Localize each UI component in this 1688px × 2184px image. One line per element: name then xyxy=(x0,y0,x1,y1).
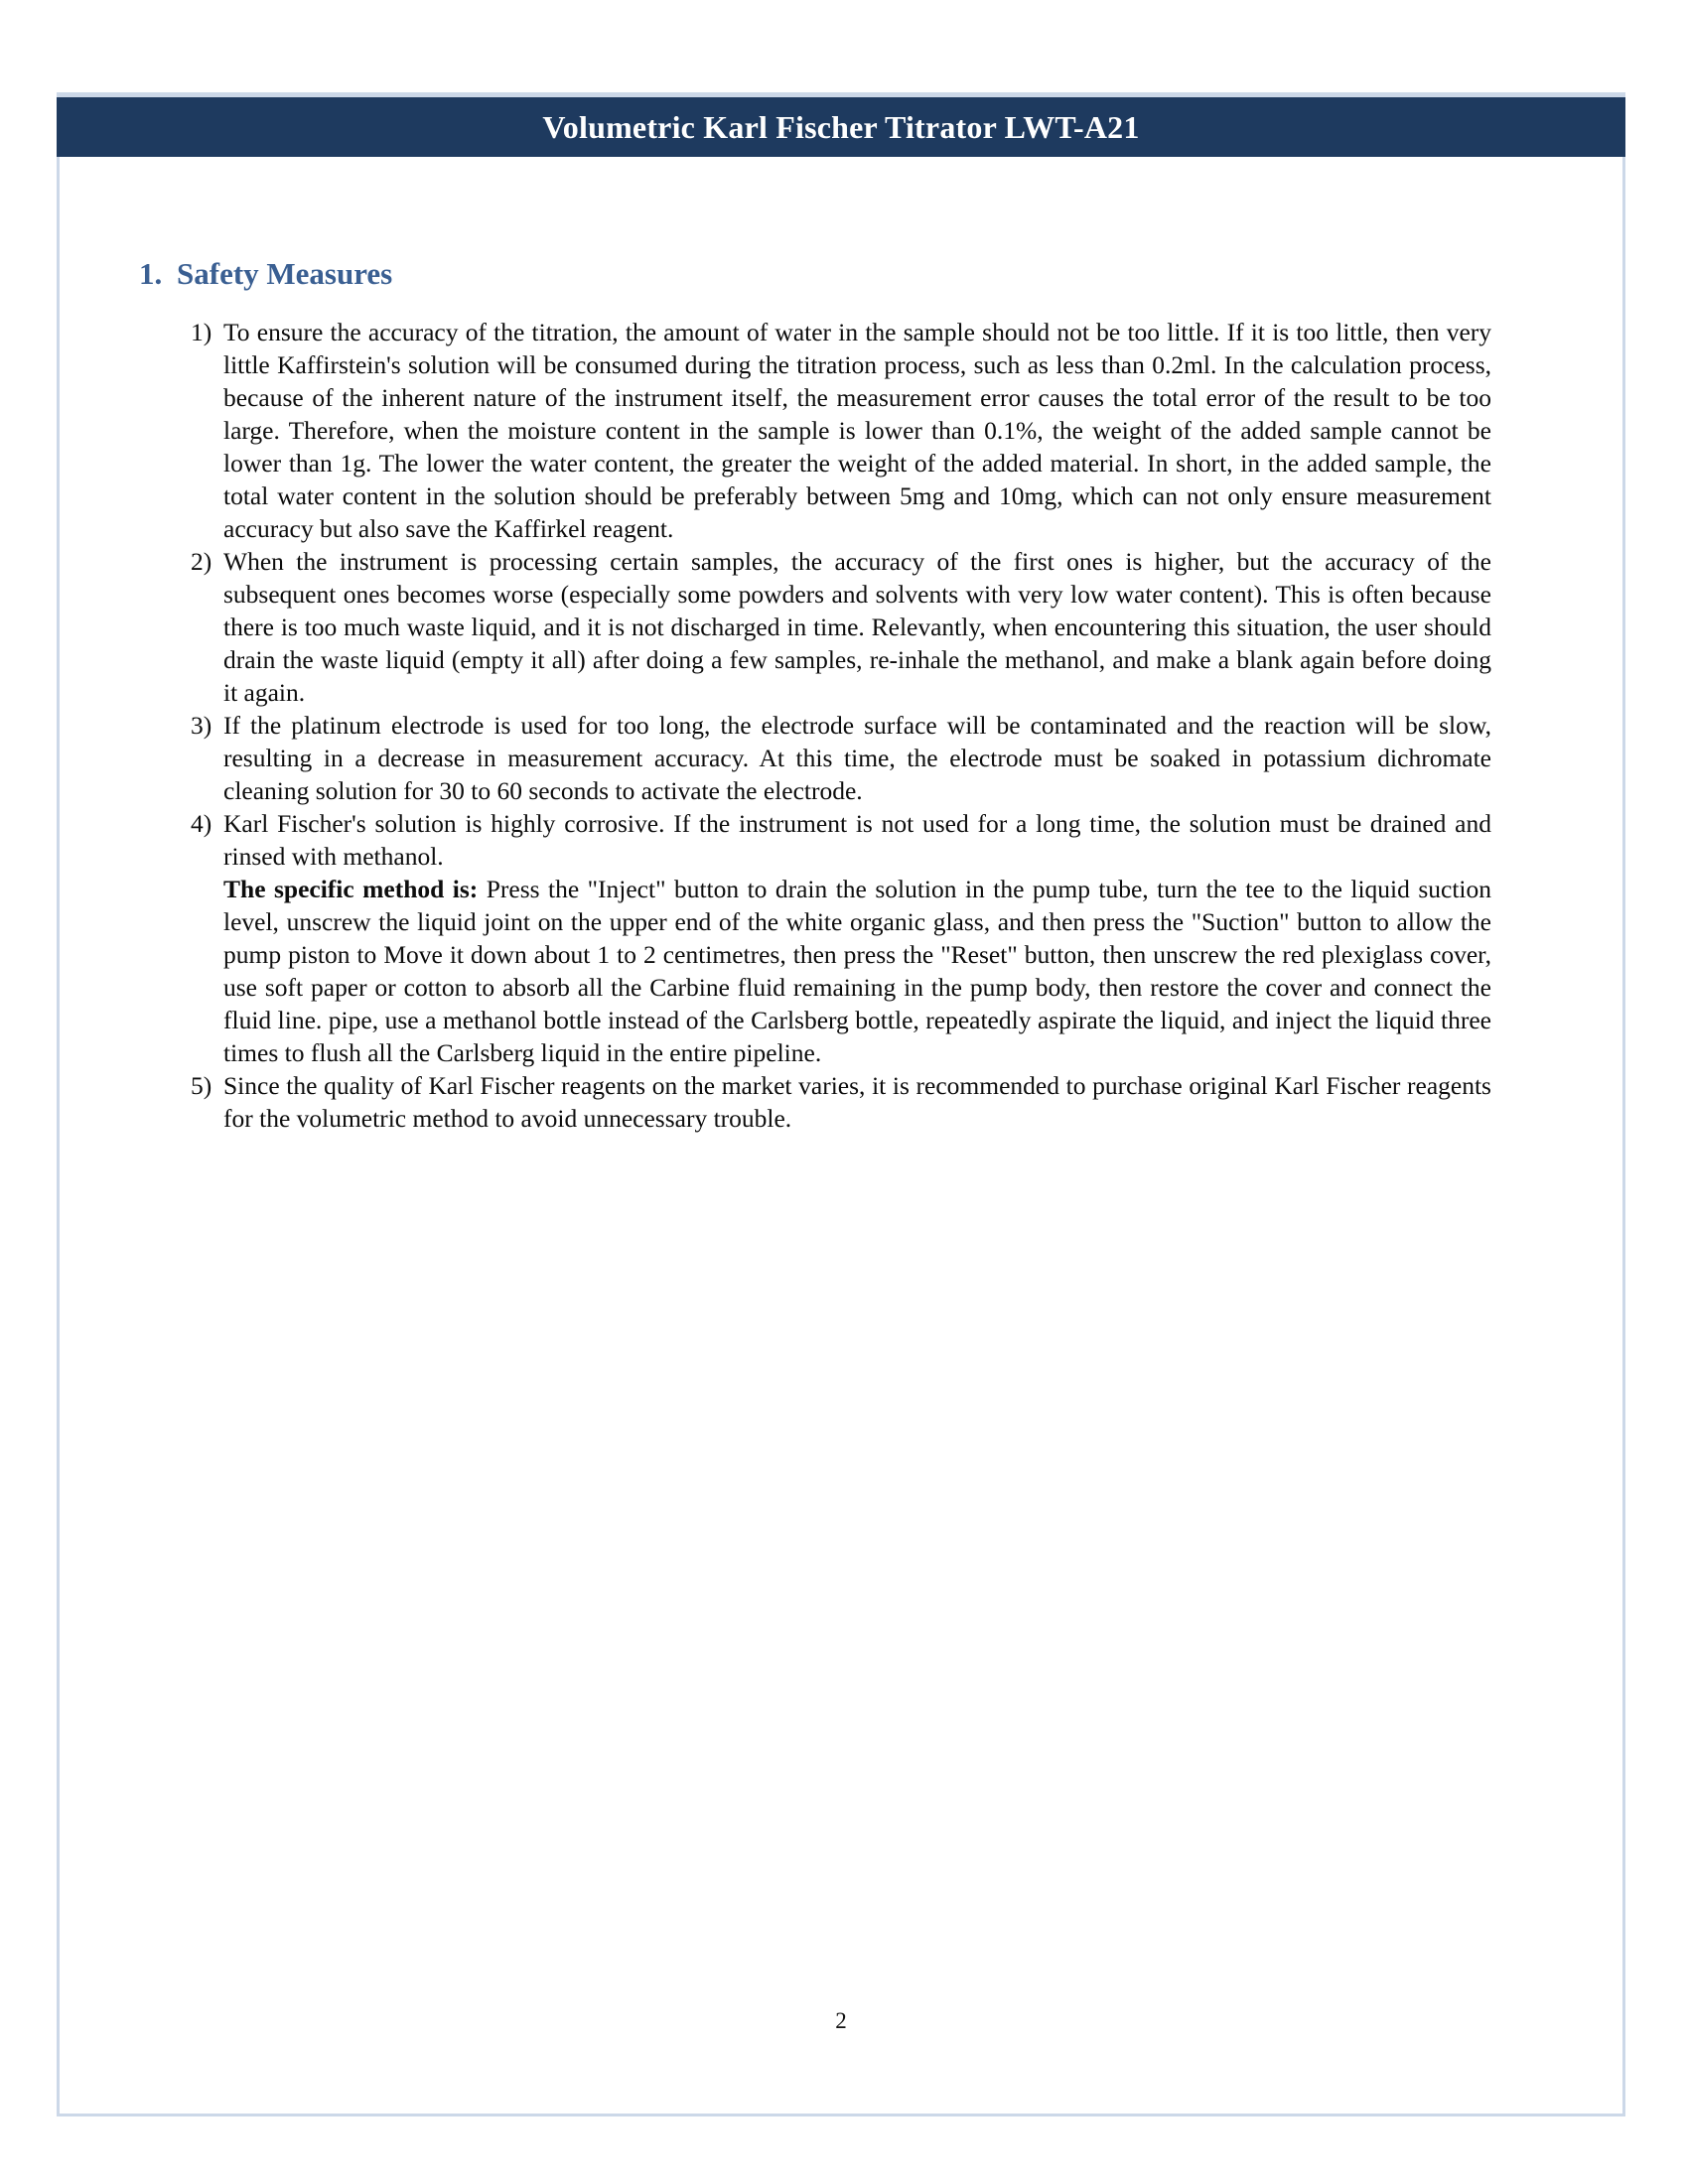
section-title: Safety Measures xyxy=(177,256,393,291)
document-title: Volumetric Karl Fischer Titrator LWT-A21 xyxy=(542,108,1140,145)
list-item xyxy=(166,709,1491,807)
list-item xyxy=(166,316,1491,545)
list-item-text: To ensure the accuracy of the titration, the amount of water in the sample should not be too little. If it is too little, then very little Kaffirstein's solution will be consumed during the titration process, such as less than 0.2ml. In the calculation process, because of the inherent nature of the instrument itself, the measurement error causes the total error of the result to be too large. Therefore, when the moisture content in the sample is lower than 0.1%, the weight of the added sample cannot be lower than 1g. The lower the water content, the greater the weight of the added material. In short, in the added sample, the total water content in the solution should be preferably between 5mg and 10mg, which can not only ensure measurement accuracy but also save the Kaffirkel reagent. xyxy=(223,318,1491,544)
specific-method-text: Press the "Inject" button to drain the solution in the pump tube, turn the tee to the liquid suction level, unscrew the liquid joint on the upper end of the white organic glass, and then press the "Suction" button to allow the pump piston to Move it down about 1 to 2 centimetres, then press the "Reset" button, then unscrew the red plexiglass cover, use soft paper or cotton to absorb all the Carbine fluid remaining in the pump body, then restore the cover and connect the fluid line. pipe, use a methanol bottle instead of the Carlsberg bottle, repeatedly aspirate the liquid, and inject the liquid three times to flush all the Carlsberg liquid in the entire pipeline. xyxy=(223,875,1491,1068)
list-item-subparagraph xyxy=(223,873,1491,1069)
page-content xyxy=(57,157,1625,2116)
list-item-body xyxy=(223,545,1491,709)
list-item-marker: 2) xyxy=(191,547,212,577)
list-item-marker: 1) xyxy=(191,318,212,346)
section-heading xyxy=(139,256,392,292)
list-item-text: Since the quality of Karl Fischer reagents on the market varies, it is recommended to purchase original Karl Fischer reagents for the volumetric method to avoid unnecessary trouble. xyxy=(223,1071,1491,1134)
list-item xyxy=(166,1069,1491,1135)
list-item-text: When the instrument is processing certain samples, the accuracy of the first ones is higher, but the accuracy of the subsequent ones becomes worse (especially some powders and solvents with very low water content). This is often because there is too much waste liquid, and it is not discharged in time. Relevantly, when encountering this situation, the user should drain the waste liquid (empty it all) after doing a few samples, re-inhale the methanol, and make a blank again before doing it again. xyxy=(223,547,1491,708)
list-item-text: Karl Fischer's solution is highly corrosive. If the instrument is not used for a long time, the solution must be drained and rinsed with methanol. xyxy=(223,809,1491,872)
list-item-marker: 5) xyxy=(191,1071,212,1101)
page-number: 2 xyxy=(835,2008,847,2033)
document-header-band xyxy=(57,92,1625,157)
list-item-text: If the platinum electrode is used for too long, the electrode surface will be contaminated and the reaction will be slow, resulting in a decrease in measurement accuracy. At this time, the electrode must be soaked in potassium dichromate cleaning solution for 30 to 60 seconds to activate the electrode. xyxy=(223,711,1491,806)
list-item xyxy=(166,545,1491,709)
list-item-body xyxy=(223,807,1491,1069)
list-item-body xyxy=(223,1069,1491,1135)
safety-measures-list xyxy=(166,316,1491,1135)
list-item-marker: 3) xyxy=(191,711,212,741)
list-item xyxy=(166,807,1491,1069)
list-item-body xyxy=(223,709,1491,807)
section-number: 1. xyxy=(139,256,163,291)
list-item-marker: 4) xyxy=(191,809,212,839)
list-item-body xyxy=(223,316,1491,545)
specific-method-label: The specific method is: xyxy=(223,875,479,904)
